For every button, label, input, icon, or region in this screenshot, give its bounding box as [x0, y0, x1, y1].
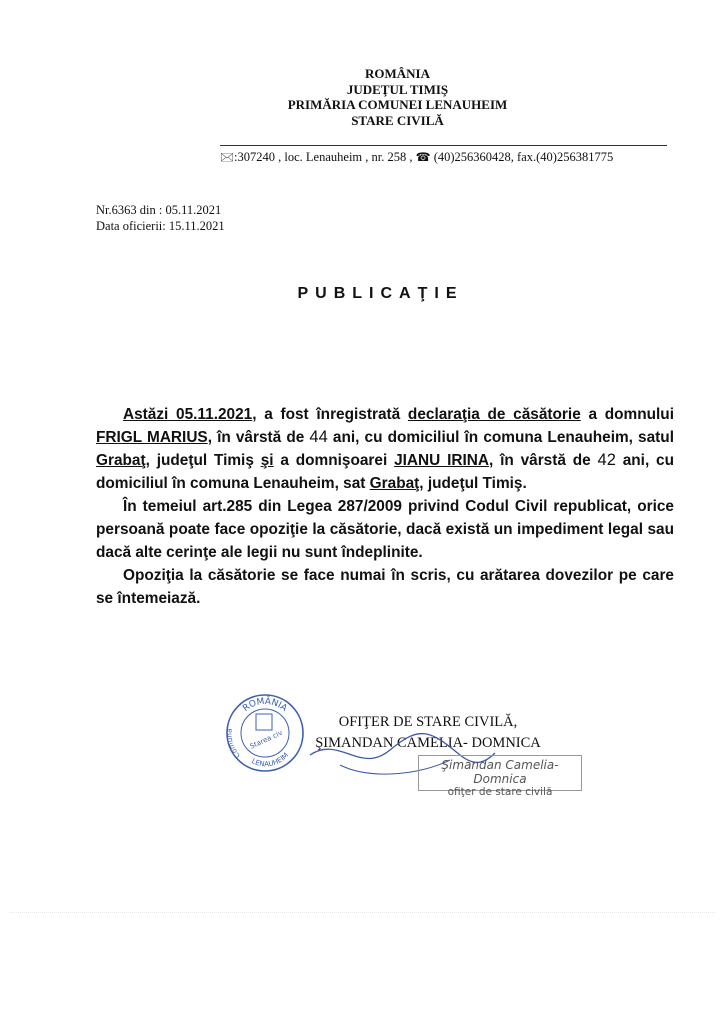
page-footer-divider: [10, 912, 715, 913]
page-title: PUBLICAŢIE: [297, 285, 464, 302]
header-country: ROMÂNIA: [365, 66, 430, 81]
groom-village: Grabaţ: [96, 452, 146, 469]
stamp-role: ofiţer de stare civilă: [447, 786, 553, 798]
seal-left-text: Comuna: [225, 728, 242, 760]
document-body: [96, 403, 674, 610]
bride-village: Grabaţ: [369, 475, 420, 492]
text-fragment: , a fost înregistrată: [252, 406, 408, 423]
text-fragment: ani, cu domiciliul în comuna Lenauheim, satul: [327, 429, 674, 446]
contact-address: :307240 , loc. Lenauheim , nr. 258 ,: [234, 150, 413, 164]
text-fragment: , în vârstă de: [207, 429, 310, 446]
telephone-icon: ☎: [415, 150, 431, 164]
seal-crest-icon: [256, 714, 272, 730]
header-county: JUDEŢUL TIMIŞ: [346, 81, 449, 97]
text-fragment: ani, cu domiciliul în comuna Lenauheim, sat: [96, 452, 675, 492]
conjunction: şi: [260, 452, 274, 469]
header-department: STARE CIVILĂ: [351, 112, 444, 128]
envelope-icon: 🖂: [220, 150, 235, 164]
text-fragment: , judeţul Timiş: [145, 452, 261, 469]
stamp-name: Şimandan Camelia-Domnica: [441, 758, 559, 786]
text-fragment: a domnişoarei: [273, 452, 395, 469]
registration-number: Nr.6363 din : 05.11.2021: [96, 203, 222, 217]
registration-meta: [96, 202, 225, 234]
header-divider: [220, 145, 667, 146]
document-header: [0, 66, 725, 128]
text-fragment: , judeţul Timiş.: [419, 475, 527, 492]
seal-inner-text: Starea civ: [248, 728, 284, 751]
contact-fax: , fax.(40)256381775: [510, 150, 614, 164]
groom-name: FRIGL MARIUS: [96, 429, 208, 446]
seal-top-text: ROMÂNIA: [241, 696, 289, 714]
text-fragment: , în vârstă de: [488, 452, 598, 469]
declaration-date: Astăzi 05.11.2021: [123, 406, 253, 423]
paragraph-declaration: [96, 403, 674, 495]
contact-phone: (40)256360428: [433, 150, 511, 164]
paragraph-legal-basis: În temeiul art.285 din Legea 287/2009 privind Codul Civil republicat, orice persoană poate face opoziţie la căsătorie, dacă există un impediment legal sau dacă alte cerinţe ale legii nu sunt îndeplinite.: [96, 498, 674, 561]
text-fragment: a domnului: [580, 406, 674, 423]
contact-line: [220, 148, 680, 169]
seal-bottom-text: LENAUHEIM: [250, 751, 291, 769]
posting-date: Data oficierii: 15.11.2021: [96, 219, 225, 233]
officer-name: ŞIMANDAN CAMELIA- DOMNICA: [315, 735, 541, 751]
officer-role: OFIŢER DE STARE CIVILĂ,: [338, 714, 518, 730]
groom-age: 44: [309, 428, 328, 446]
bride-age: 42: [597, 451, 616, 469]
paragraph-opposition: Opoziţia la căsătorie se face numai în scris, cu arătarea dovezilor pe care se întemeiază.: [96, 567, 674, 607]
bride-name: JIANU IRINA: [394, 452, 489, 469]
name-stamp: [418, 755, 582, 798]
header-institution: PRIMĂRIA COMUNEI LENAUHEIM: [287, 97, 508, 112]
declaration-term: declaraţia de căsătorie: [407, 406, 581, 423]
